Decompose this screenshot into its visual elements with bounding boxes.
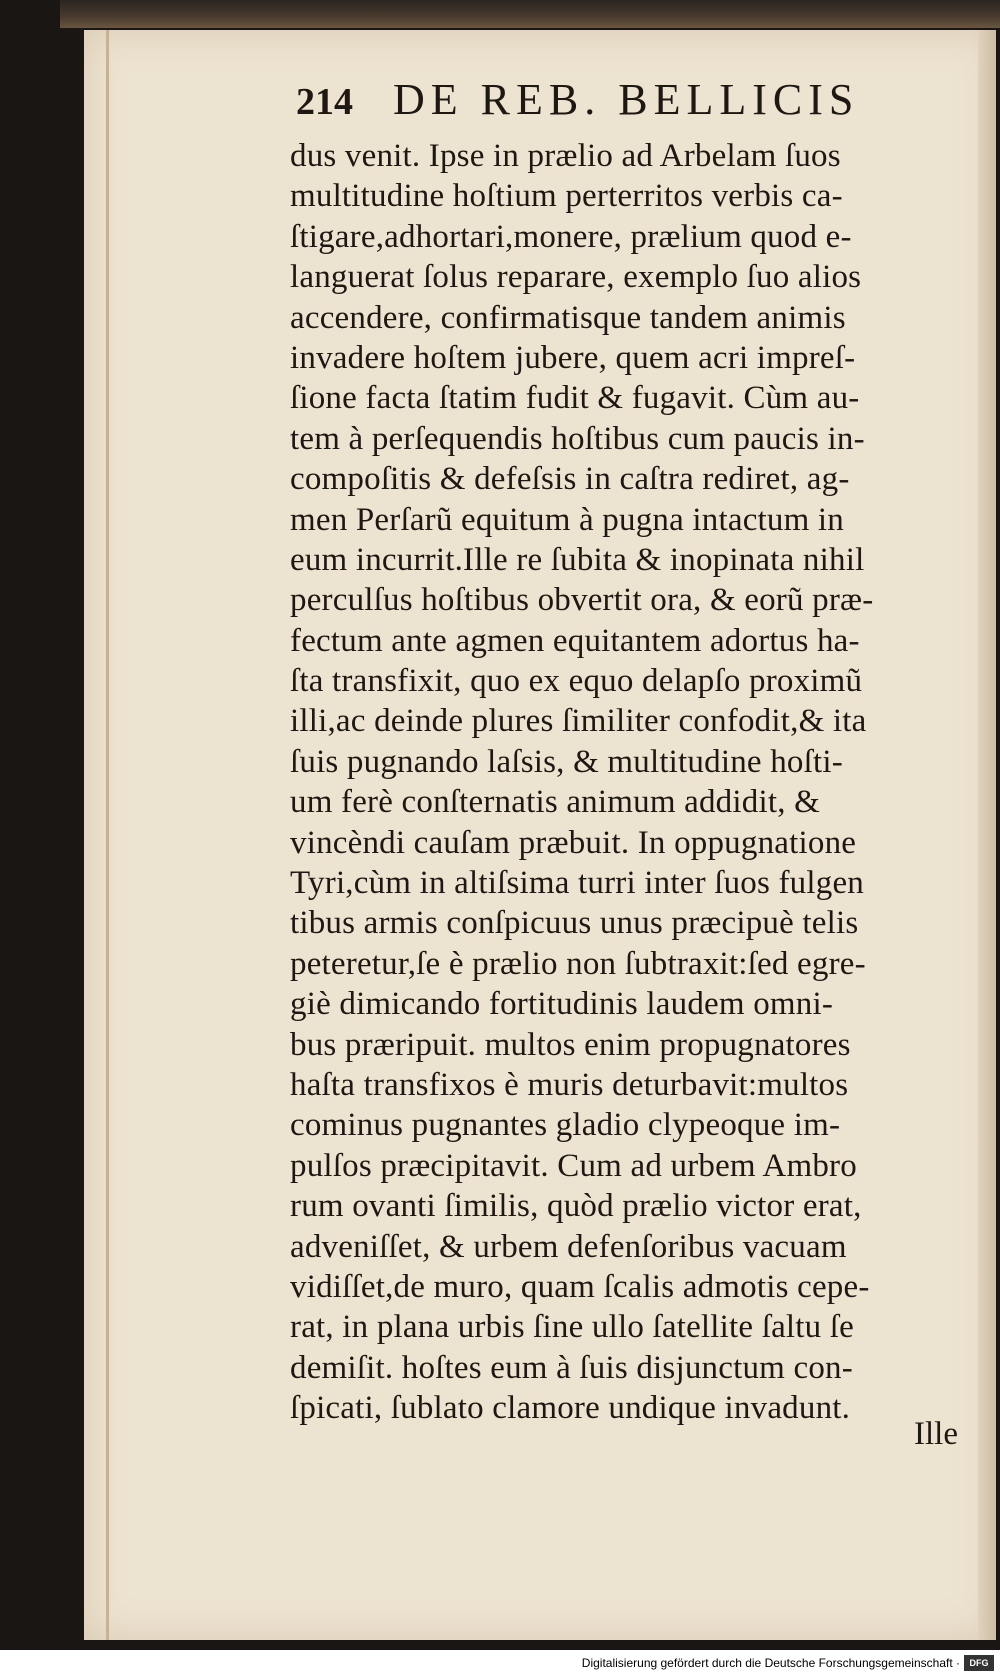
text-line: demiſit. hoſtes eum à ſuis disjunctum con-: [290, 1349, 853, 1386]
text-line: illi,ac deinde plures ſimiliter confodit,& ita: [290, 703, 867, 740]
text-line: multitudine hoſtium perterritos verbis ca-: [290, 178, 843, 215]
text-line: invadere hoſtem jubere, quem acri impreſ-: [290, 339, 856, 376]
funding-credit: Digitalisierung gefördert durch die Deutsche Forschungsgemeinschaft ·: [581, 1656, 960, 1670]
text-line: fectum ante agmen equitantem adortus ha-: [290, 622, 860, 659]
text-line: ſta transfixit, quo ex equo delapſo proximũ: [290, 663, 863, 700]
text-line: ſtigare,adhortari,monere, prælium quod e-: [290, 218, 852, 255]
catchword: Ille: [914, 1416, 958, 1452]
page-number: 214: [296, 81, 353, 123]
text-line: ſuis pugnando laſsis, & multitudine hoſti-: [290, 743, 843, 780]
text-line: languerat ſolus reparare, exemplo ſuo alios: [290, 259, 862, 296]
text-line: Tyri,cùm in altiſsima turri inter ſuos fulgen: [290, 865, 864, 902]
text-line: vidiſſet,de muro, quam ſcalis admotis cepe-: [290, 1268, 870, 1305]
running-head-title: DE REB. BELLICIS: [393, 75, 860, 124]
text-line: giè dimicando fortitudinis laudem omni-: [290, 986, 834, 1023]
text-line: men Perſarũ equitum à pugna intactum in: [290, 501, 844, 538]
text-line: peteretur,ſe è prælio non ſubtraxit:ſed egre-: [290, 945, 866, 982]
text-line: perculſus hoſtibus obvertit ora, & eorũ præ-: [290, 582, 874, 619]
running-head: [296, 74, 956, 134]
text-line: dus venit. Ipse in prælio ad Arbelam ſuos: [290, 138, 841, 174]
page-edge: [978, 30, 996, 1640]
text-line: pulſos præcipitavit. Cum ad urbem Ambro: [290, 1147, 857, 1184]
text-line: tibus armis conſpicuus unus præcipuè telis: [290, 905, 859, 942]
dfg-logo: DFG: [964, 1655, 994, 1671]
digitization-footer: [0, 1650, 1000, 1678]
text-line: compoſitis & defeſsis in caſtra rediret, ag-: [290, 461, 850, 498]
text-line: haſta transfixos è muris deturbavit:multos: [290, 1066, 849, 1103]
text-line: ſpicati, ſublato clamore undique invadunt.: [290, 1390, 851, 1427]
text-line: tem à perſequendis hoſtibus cum paucis in-: [290, 420, 865, 457]
book-top-edge: [60, 0, 1000, 28]
text-line: accendere, confirmatisque tandem animis: [290, 299, 846, 336]
text-line: um ferè conſternatis animum addidit, &: [290, 784, 820, 821]
text-line: vincèndi cauſam præbuit. In oppugnatione: [290, 824, 857, 861]
text-line: bus præripuit. multos enim propugnatores: [290, 1026, 851, 1063]
text-line: ſione facta ſtatim fudit & fugavit. Cùm au-: [290, 380, 860, 417]
text-line: adveniſſet, & urbem defenſoribus vacuam: [290, 1228, 847, 1265]
gutter-shadow: [106, 30, 109, 1640]
body-text: [290, 136, 966, 1429]
text-line: rum ovanti ſimilis, quòd prælio victor erat,: [290, 1188, 862, 1225]
text-line: eum incurrit.Ille re ſubita & inopinata nihil: [290, 541, 865, 578]
text-line: cominus pugnantes gladio clypeoque im-: [290, 1107, 841, 1144]
text-line: rat, in plana urbis ſine ullo ſatellite ſaltu ſe: [290, 1309, 855, 1346]
